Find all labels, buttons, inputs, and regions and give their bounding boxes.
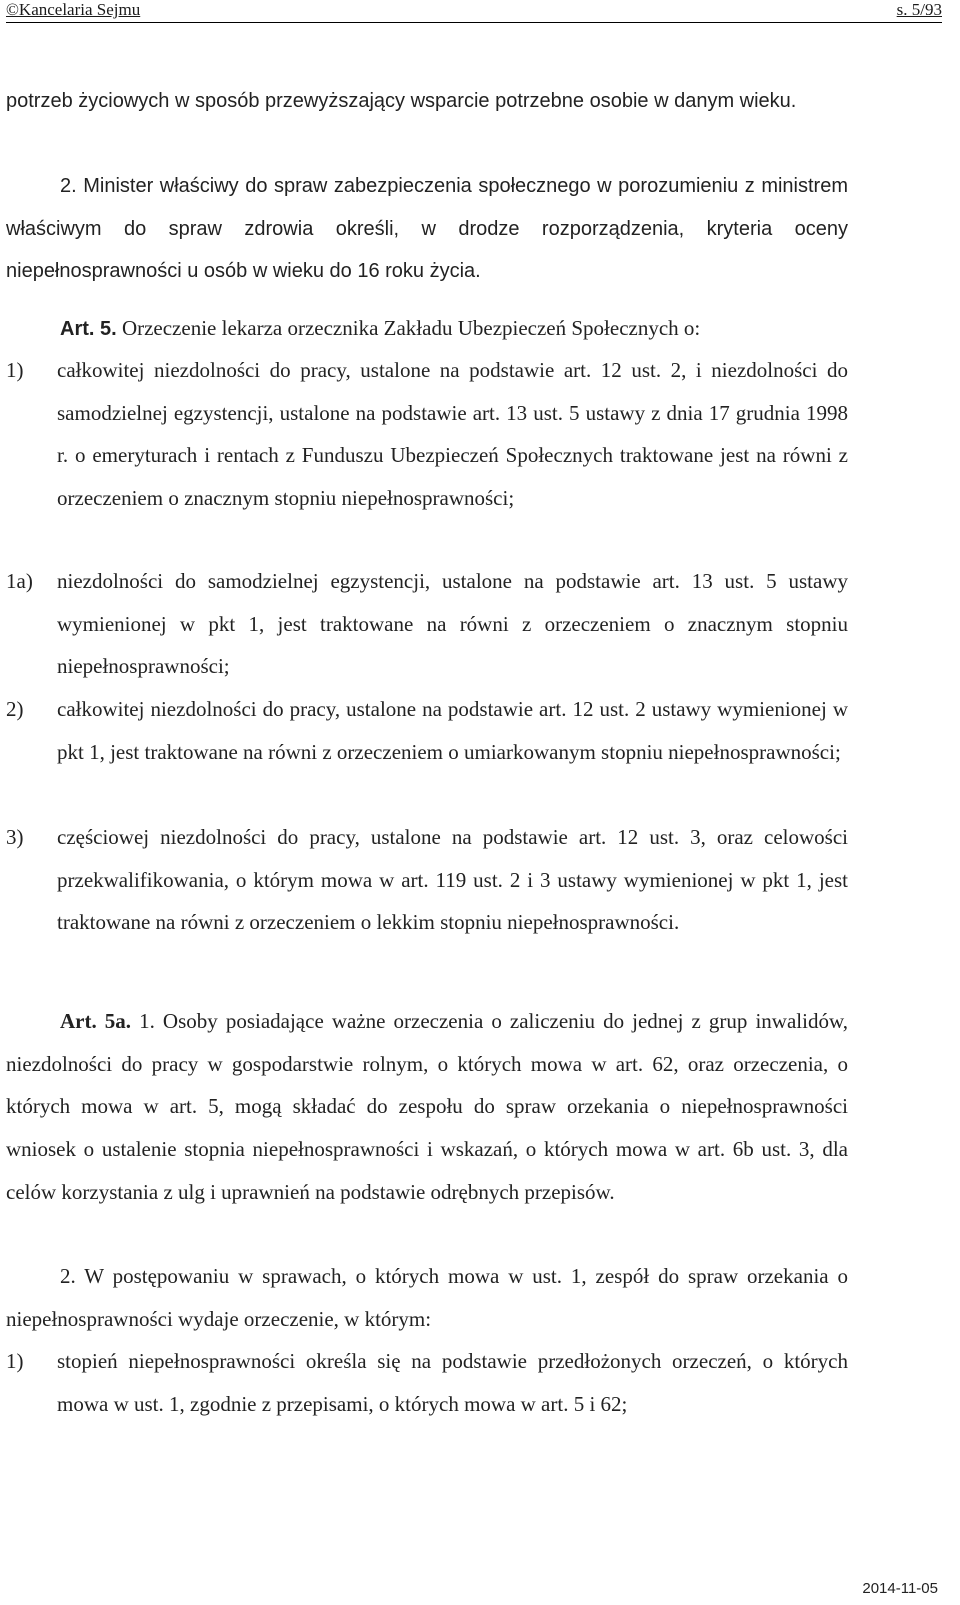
list-item-text: całkowitej niezdolności do pracy, ustalone na podstawie art. 12 ust. 2, i niezdolności do samodzielnej egzystencji, ustalone na podstawie art. 13 ust. 5 ustawy z dnia 17 grudnia 1998 r. o emeryturach i rentach z Funduszu Ubezpieczeń Społecznych traktowane jest na równi z orzeczeniem o znacznym stopniu niepełnosprawności; [57,358,848,511]
header-publisher: ©Kancelaria Sejmu [6,0,141,19]
paragraph-continuation: potrzeb życiowych w sposób przewyższający wsparcie potrzebne osobie w danym wieku. [6,90,797,112]
article-5-heading [6,307,848,351]
list-item-number: 3) [6,825,24,849]
list-item-text: stopień niepełnosprawności określa się na podstawie przedłożonych orzeczeń, o których mowa w ust. 1, zgodnie z przepisami, o których mowa w art. 5 i 62; [57,1349,848,1416]
article-5a-ust-2: 2. W postępowaniu w sprawach, o których mowa w ust. 1, zespół do spraw orzekania o niepełnosprawności wydaje orzeczenie, w którym: [6,1264,848,1331]
list-item-number: 1) [6,1349,24,1373]
article-5a-ust-1-text: 1. Osoby posiadające ważne orzeczenia o zaliczeniu do jednej z grup inwalidów, niezdolności do pracy w gospodarstwie rolnym, o których mowa w art. 62, oraz orzeczenia, o których mowa w art. 5, mogą składać do zespołu do spraw orzekania o niepełnosprawności wniosek o ustalenie stopnia niepełnosprawności i wskazań, o których mowa w art. 6b ust. 3, dla celów korzystania z ulg i uprawnień na podstawie odrębnych przepisów. [6,1009,848,1204]
list-item [6,688,848,773]
article-5a-label: Art. 5a. [60,1009,132,1033]
list-item [6,560,848,688]
article-5a-ust-1 [6,1000,848,1214]
list-item [6,1340,848,1425]
footer-date: 2014-11-05 [862,1580,938,1597]
list-item-number: 2) [6,697,24,721]
paragraph-ust-2: 2. Minister właściwy do spraw zabezpieczenia społecznego w porozumieniu z ministrem właściwym do spraw zdrowia określi, w drodze rozporządzenia, kryteria oceny niepełnosprawności u osób w wieku do 16 roku życia. [6,175,848,283]
article-5-label: Art. 5. [60,318,117,340]
header-rule [6,22,942,23]
list-item-number: 1a) [6,569,33,593]
list-item-text: całkowitej niezdolności do pracy, ustalone na podstawie art. 12 ust. 2 ustawy wymienionej w pkt 1, jest traktowane na równi z orzeczeniem o umiarkowanym stopniu niepełnosprawności; [57,697,848,764]
article-5-intro: Orzeczenie lekarza orzecznika Zakładu Ubezpieczeń Społecznych o: [116,316,701,340]
list-item-text: niezdolności do samodzielnej egzystencji, ustalone na podstawie art. 13 ust. 5 ustawy wymienionej w pkt 1, jest traktowane na równi z orzeczeniem o znacznym stopniu niepełnosprawności; [57,569,848,679]
header-page-number: s. 5/93 [896,0,942,19]
list-item [6,816,848,944]
list-item-text: częściowej niezdolności do pracy, ustalone na podstawie art. 12 ust. 3, oraz celowości przekwalifikowania, o którym mowa w art. 119 ust. 2 i 3 ustawy wymienionej w pkt 1, jest traktowane na równi z orzeczeniem o lekkim stopniu niepełnosprawności. [57,825,848,935]
list-item-number: 1) [6,358,24,382]
list-item [6,349,848,520]
